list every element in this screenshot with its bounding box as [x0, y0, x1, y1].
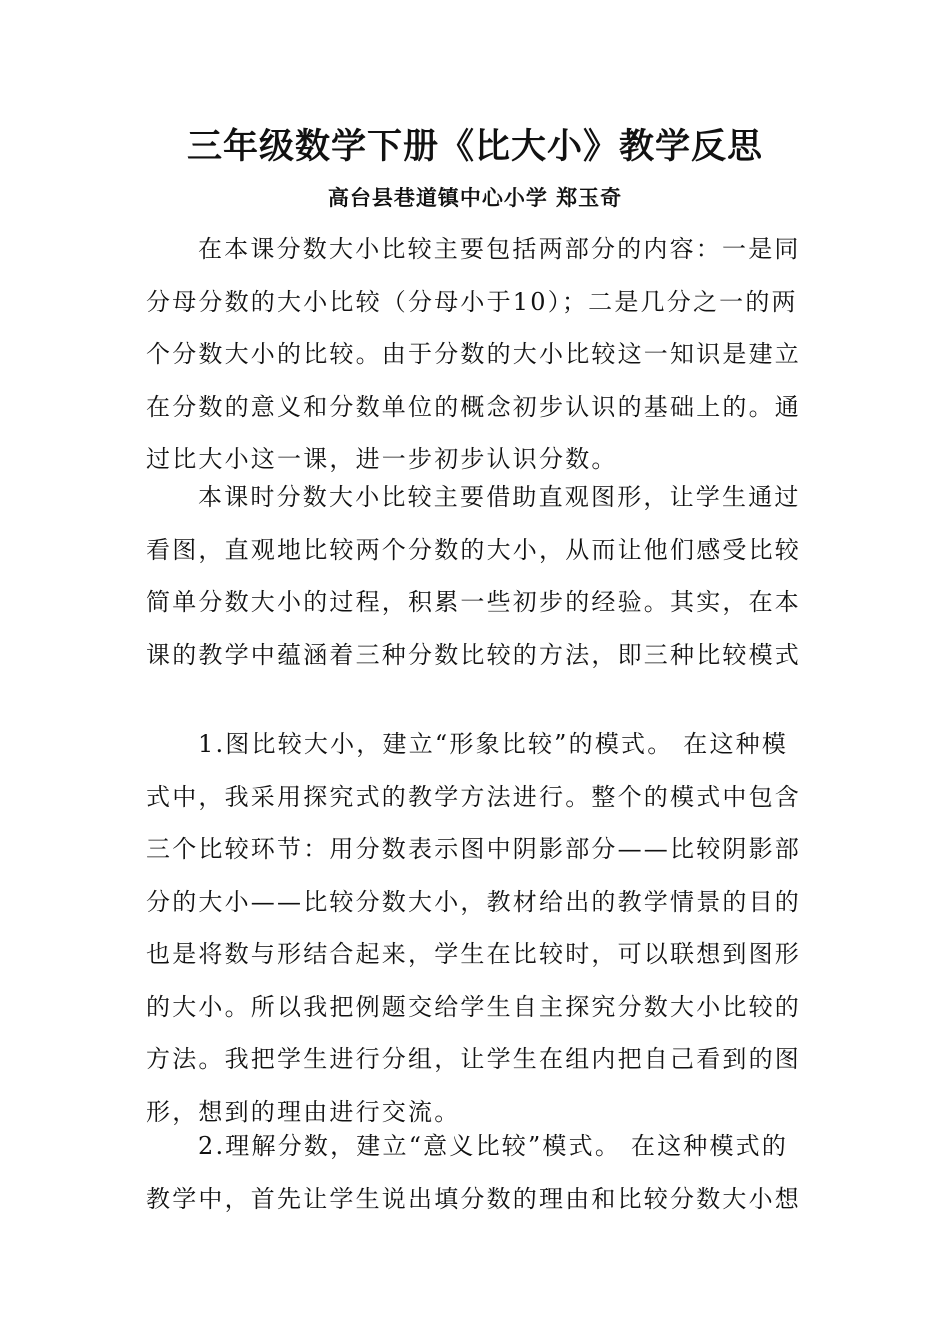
paragraph-line: 方法。我把学生进行分组，让学生在组内把自己看到的图: [146, 1045, 801, 1073]
paragraph-line: 本课时分数大小比较主要借助直观图形，让学生通过: [198, 483, 801, 511]
paragraph-line: 课的教学中蕴涵着三种分数比较的方法，即三种比较模式: [146, 640, 801, 669]
paragraph-2: [146, 471, 808, 681]
paragraph-line: 的大小。所以我把例题交给学生自主探究分数大小比较的: [146, 992, 801, 1021]
paragraph-line: 分的大小——比较分数大小，教材给出的教学情景的目的: [146, 887, 801, 916]
author-line: 高台县巷道镇中心小学 郑玉奇: [327, 185, 623, 210]
paragraph-line: 1.图比较大小，建立“形象比较”的模式。 在这种模: [198, 730, 789, 758]
paragraph-line: 形，想到的理由进行交流。: [146, 1097, 461, 1126]
paragraph-3: [146, 718, 808, 1138]
paragraph-line: 过比大小这一课，进一步初步认识分数。: [146, 445, 618, 473]
paragraph-1: [146, 223, 808, 486]
paragraph-line: 简单分数大小的过程，积累一些初步的经验。其实，在本: [146, 588, 801, 616]
paragraph-line: 分母分数的大小比较（分母小于10）；二是几分之一的两: [146, 287, 798, 316]
paragraph-4: [146, 1120, 808, 1225]
paragraph-line: 式中，我采用探究式的教学方法进行。整个的模式中包含: [146, 782, 801, 811]
paragraph-line: 2.理解分数，建立“意义比较”模式。 在这种模式的: [198, 1132, 789, 1160]
paragraph-line: 三个比较环节：用分数表示图中阴影部分——比较阴影部: [146, 835, 801, 863]
paragraph-line: 也是将数与形结合起来，学生在比较时，可以联想到图形: [146, 940, 801, 968]
paragraph-line: 看图，直观地比较两个分数的大小，从而让他们感受比较: [146, 535, 801, 564]
paragraph-line: 在本课分数大小比较主要包括两部分的内容：一是同: [198, 235, 801, 263]
paragraph-line: 教学中，首先让学生说出填分数的理由和比较分数大小想: [146, 1184, 801, 1213]
paragraph-line: 在分数的意义和分数单位的概念初步认识的基础上的。通: [146, 392, 801, 421]
document-title: 三年级数学下册《比大小》教学反思: [186, 126, 763, 167]
paragraph-line: 个分数大小的比较。由于分数的大小比较这一知识是建立: [146, 340, 801, 368]
